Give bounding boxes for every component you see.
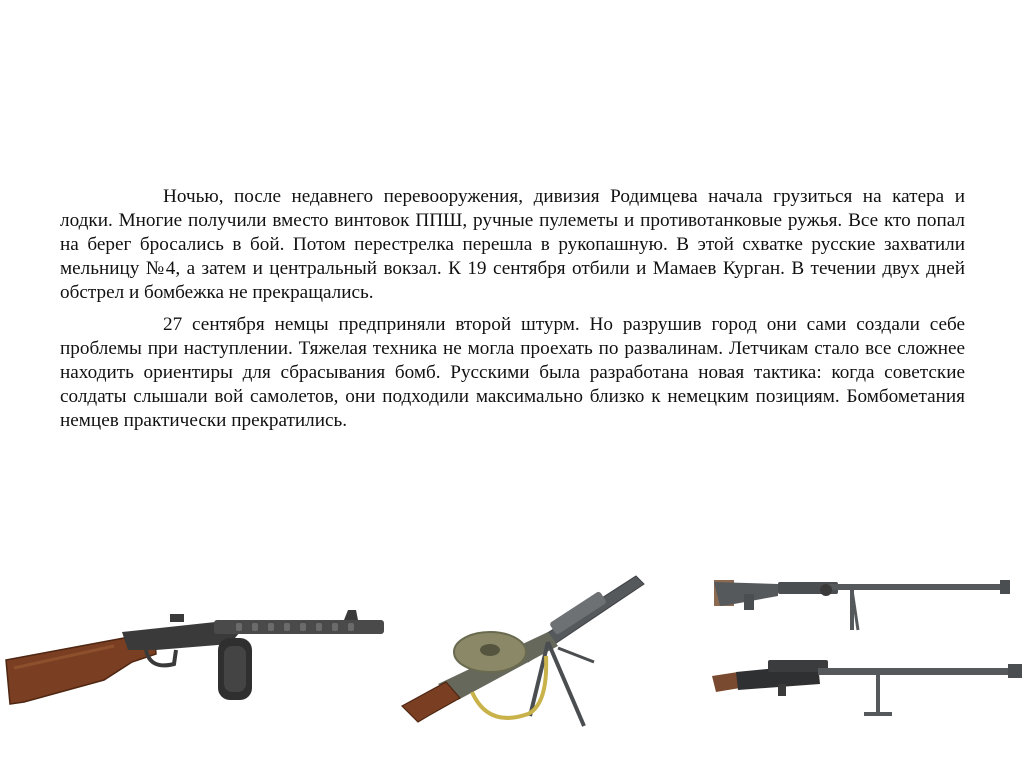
body-text: [60, 185, 965, 433]
paragraph-2: 27 сентября немцы предприняли второй штурм. Но разрушив город они сами создали себе проблемы при наступлении. Тяжелая техника не могла проехать по развалинам. Летчикам стало все сложнее находить ориентиры для сбрасывания бомб. Русскими была разработана новая тактика: когда советские солдаты слышали вой самолетов, они подходили максимально близко к немецким позициям. Бомбометания немцев практически прекратились.: [60, 314, 965, 431]
ptrs-anti-tank-rifle-image: [708, 648, 1024, 722]
dp-machine-gun-image: [398, 566, 648, 738]
paragraph-1: Ночью, после недавнего перевооружения, дивизия Родимцева начала грузиться на катера и лодки. Многие получили вместо винтовок ППШ, ручные пулеметы и противотанковые ружья. Все кто попал на берег бросались в бой. Потом перестрелка перешла в рукопашную. В этой схватке русские захватили мельницу №4, а затем и центральный вокзал. К 19 сентября отбили и Мамаев Курган. В течении двух дней обстрел и бомбежка не прекращались.: [60, 186, 965, 303]
ppsh-submachine-gun-image: [4, 598, 396, 710]
ptrd-anti-tank-rifle-image: [708, 570, 1012, 640]
